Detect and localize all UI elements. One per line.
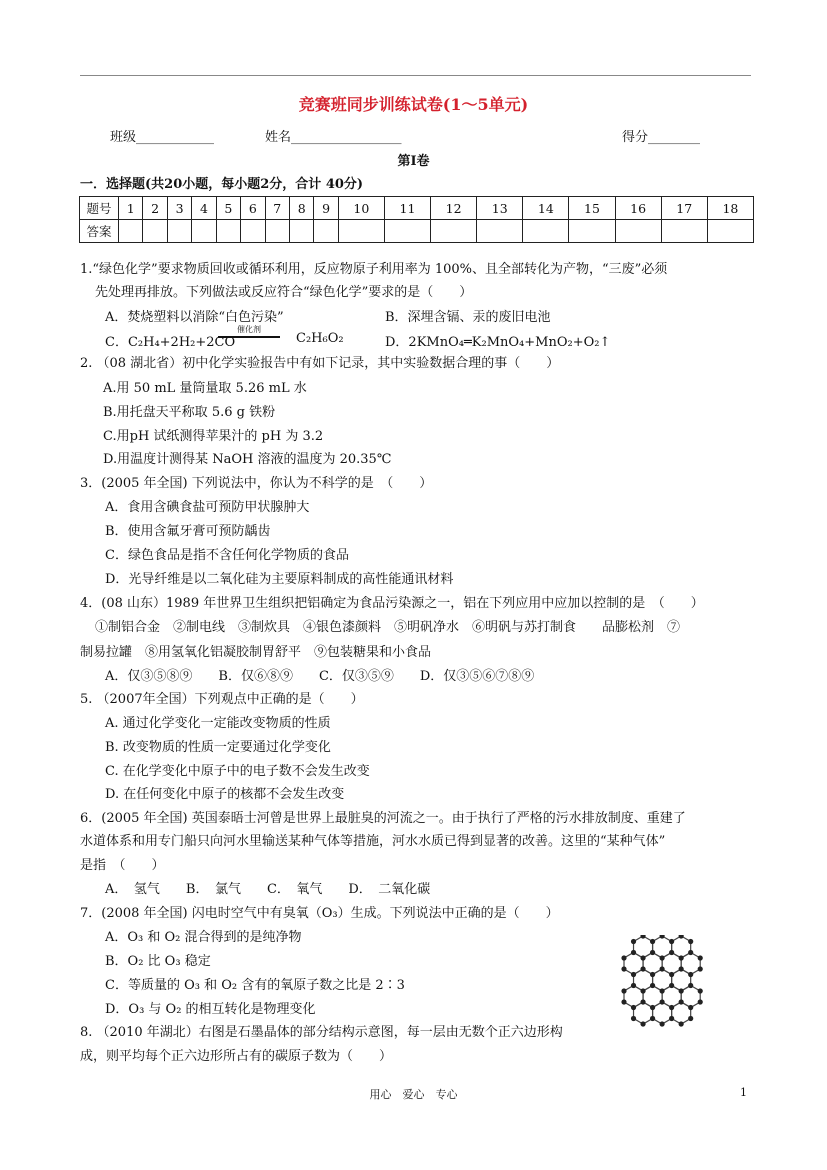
table-cell: 2 bbox=[143, 197, 167, 220]
carbon-atom bbox=[669, 1016, 674, 1021]
table-cell: 12 bbox=[431, 197, 477, 220]
carbon-atom bbox=[631, 1005, 636, 1010]
q4-items-line1: ①制铝合金 ②制电线 ③制炊具 ④银色漆颜料 ⑤明矾净水 ⑥明矾与苏打制食 品膨松剂 ⑦ bbox=[95, 620, 681, 635]
part-label: 第Ⅰ卷 bbox=[397, 154, 430, 169]
table-cell: 15 bbox=[569, 197, 615, 220]
hexagon-ring bbox=[634, 1002, 653, 1024]
q6-options: A． 氢气 B． 氯气 C． 氧气 D． 二氧化碳 bbox=[105, 882, 431, 897]
q3-stem: 3．(2005 年全国) 下列说法中，你认为不科学的是 （ ） bbox=[80, 476, 433, 491]
table-cell: 6 bbox=[241, 197, 265, 220]
q1-line2: 先处理再排放。下列做法或反应符合“绿色化学”要求的是（ ） bbox=[95, 285, 473, 300]
carbon-atom bbox=[640, 966, 645, 971]
row-label: 答案 bbox=[80, 220, 119, 243]
carbon-atom bbox=[640, 988, 645, 993]
carbon-atom bbox=[669, 983, 674, 988]
q8-line1: 8. （2010 年湖北）右图是石墨晶体的部分结构示意图，每一层由无数个正六边形构 bbox=[80, 1025, 563, 1040]
carbon-atom bbox=[621, 966, 626, 971]
q7-option-b: B．O₂ 比 O₃ 稳定 bbox=[105, 954, 211, 969]
answer-cell[interactable] bbox=[289, 220, 313, 243]
carbon-atom bbox=[660, 966, 665, 971]
paper-title: 竞赛班同步训练试卷(1～5单元) bbox=[298, 95, 529, 114]
carbon-atom bbox=[660, 988, 665, 993]
carbon-atom bbox=[650, 1005, 655, 1010]
catalyst-arrow bbox=[218, 324, 280, 338]
answer-cell[interactable] bbox=[384, 220, 430, 243]
carbon-atom bbox=[650, 972, 655, 977]
q6-line3: 是指 （ ） bbox=[80, 858, 165, 873]
carbon-atom bbox=[660, 999, 665, 1004]
carbon-atom bbox=[660, 935, 665, 939]
q1-option-a: A．焚烧塑料以消除“白色污染” bbox=[105, 310, 284, 325]
q5-stem: 5. （2007年全国）下列观点中正确的是（ ） bbox=[80, 692, 364, 707]
carbon-atom bbox=[688, 950, 693, 955]
row-label: 题号 bbox=[80, 197, 119, 220]
carbon-atom bbox=[650, 1016, 655, 1021]
q7-option-d: D．O₃ 与 O₂ 的相互转化是物理变化 bbox=[105, 1002, 316, 1017]
page-number: 1 bbox=[740, 1086, 747, 1099]
q4-items-line2: 制易拉罐 ⑧用氢氧化铝凝胶制胃舒平 ⑨包装糖果和小食品 bbox=[80, 645, 432, 660]
table-cell: 3 bbox=[167, 197, 191, 220]
q7-option-a: A．O₃ 和 O₂ 混合得到的是纯净物 bbox=[105, 930, 302, 945]
carbon-atom bbox=[679, 935, 684, 939]
catalyst-label: 催化剂 bbox=[237, 325, 261, 334]
carbon-atom bbox=[688, 983, 693, 988]
answer-cell[interactable] bbox=[192, 220, 216, 243]
carbon-atom bbox=[631, 950, 636, 955]
q1-option-c-product: C₂H₆O₂ bbox=[296, 331, 344, 346]
q8-line2: 成，则平均每个正六边形所占有的碳原子数为（ ） bbox=[80, 1049, 393, 1064]
carbon-atom bbox=[621, 999, 626, 1004]
table-cell: 17 bbox=[661, 197, 707, 220]
q2-option-c: C.用pH 试纸测得苹果汁的 pH 为 3.2 bbox=[103, 429, 324, 444]
carbon-atom bbox=[640, 955, 645, 960]
q2-option-b: B.用托盘天平称取 5.6 g 铁粉 bbox=[103, 405, 276, 420]
hexagon-ring bbox=[672, 1002, 691, 1024]
carbon-atom bbox=[698, 999, 703, 1004]
carbon-atom bbox=[679, 988, 684, 993]
table-cell: 10 bbox=[338, 197, 384, 220]
carbon-atom bbox=[679, 966, 684, 971]
q1-option-b: B．深埋含镉、汞的废旧电池 bbox=[385, 310, 551, 325]
top-rule bbox=[80, 75, 751, 76]
q4-stem: 4．(08 山东）1989 年世界卫生组织把铝确定为食品污染源之一，铝在下列应用中应加以控制的是 （ ） bbox=[80, 596, 704, 611]
carbon-atom bbox=[660, 955, 665, 960]
answer-table bbox=[79, 196, 754, 243]
table-cell: 14 bbox=[523, 197, 569, 220]
carbon-atom bbox=[679, 1021, 684, 1026]
table-cell: 18 bbox=[707, 197, 753, 220]
q3-option-a: A．食用含碘食盐可预防甲状腺肿大 bbox=[105, 500, 310, 515]
answer-cell[interactable] bbox=[216, 220, 240, 243]
answer-cell[interactable] bbox=[523, 220, 569, 243]
q1-line1: 1.“绿色化学”要求物质回收或循环利用，反应物原子利用率为 100%、且全部转化为产物，“三废”必须 bbox=[80, 262, 668, 277]
table-cell: 8 bbox=[289, 197, 313, 220]
table-cell: 7 bbox=[265, 197, 289, 220]
table-row-numbers bbox=[80, 197, 754, 220]
table-cell: 16 bbox=[615, 197, 661, 220]
q1-option-d: D．2KMnO₄═K₂MnO₄+MnO₂+O₂↑ bbox=[385, 335, 611, 350]
carbon-atom bbox=[679, 999, 684, 1004]
q5-option-c: C. 在化学变化中原子中的电子数不会发生改变 bbox=[105, 764, 370, 779]
answer-cell[interactable] bbox=[314, 220, 338, 243]
answer-cell[interactable] bbox=[167, 220, 191, 243]
page-footer: 用心 爱心 专心 bbox=[369, 1088, 458, 1101]
answer-cell[interactable] bbox=[143, 220, 167, 243]
carbon-atom bbox=[688, 1016, 693, 1021]
q3-option-b: B．使用含氟牙膏可预防龋齿 bbox=[105, 524, 271, 539]
q7-option-c: C．等质量的 O₃ 和 O₂ 含有的氧原子数之比是 2∶3 bbox=[105, 978, 405, 993]
answer-cell[interactable] bbox=[241, 220, 265, 243]
section-heading: 一．选择题(共20小题，每小题2分，合计 40分) bbox=[80, 177, 364, 192]
carbon-atom bbox=[650, 950, 655, 955]
q5-option-b: B. 改变物质的性质一定要通过化学变化 bbox=[105, 740, 331, 755]
carbon-atom bbox=[621, 955, 626, 960]
table-cell: 9 bbox=[314, 197, 338, 220]
q1-option-c: C．C₂H₄+2H₂+2CO bbox=[105, 335, 236, 350]
q2-stem: 2. （08 湖北省）初中化学实验报告中有如下记录，其中实验数据合理的事（ ） bbox=[80, 356, 560, 371]
answer-cell[interactable] bbox=[431, 220, 477, 243]
carbon-atom bbox=[688, 972, 693, 977]
q2-option-d: D.用温度计测得某 NaOH 溶液的温度为 20.35℃ bbox=[103, 452, 392, 467]
q2-option-a: A.用 50 mL 量筒量取 5.26 mL 水 bbox=[103, 381, 307, 396]
table-cell: 13 bbox=[477, 197, 523, 220]
table-cell: 11 bbox=[384, 197, 430, 220]
carbon-atom bbox=[631, 983, 636, 988]
q6-line1: 6．(2005 年全国) 英国泰晤士河曾是世界上最脏臭的河流之一。由于执行了严格的污水排放制度、重建了 bbox=[80, 811, 686, 826]
table-cell: 1 bbox=[119, 197, 143, 220]
answer-cell[interactable] bbox=[265, 220, 289, 243]
carbon-atom bbox=[698, 966, 703, 971]
carbon-atom bbox=[669, 939, 674, 944]
hexagon-ring bbox=[653, 1002, 672, 1024]
carbon-atom bbox=[688, 1005, 693, 1010]
q6-line2: 水道体系和用专门船只向河水里输送某种气体等措施，河水水质已得到显著的改善。这里的“某种气体” bbox=[80, 834, 666, 849]
answer-cell[interactable] bbox=[707, 220, 753, 243]
table-row-answers bbox=[80, 220, 754, 243]
carbon-atom bbox=[631, 1016, 636, 1021]
name-field: 姓名_________________ bbox=[265, 130, 402, 145]
graphite-structure-diagram bbox=[618, 935, 736, 1035]
q7-stem: 7．(2008 年全国) 闪电时空气中有臭氧（O₃）生成。下列说法中正确的是（ ） bbox=[80, 906, 559, 921]
answer-cell[interactable] bbox=[661, 220, 707, 243]
carbon-atom bbox=[669, 972, 674, 977]
carbon-atom bbox=[621, 988, 626, 993]
carbon-atom bbox=[669, 950, 674, 955]
carbon-atom bbox=[640, 999, 645, 1004]
score-field: 得分________ bbox=[622, 130, 701, 145]
carbon-atom bbox=[698, 988, 703, 993]
q5-option-d: D. 在任何变化中原子的核都不会发生改变 bbox=[105, 787, 345, 802]
carbon-atom bbox=[631, 972, 636, 977]
answer-cell[interactable] bbox=[119, 220, 143, 243]
q5-option-a: A. 通过化学变化一定能改变物质的性质 bbox=[105, 716, 331, 731]
q3-option-d: D．光导纤维是以二氧化硅为主要原料制成的高性能通讯材料 bbox=[105, 572, 454, 587]
answer-cell[interactable] bbox=[338, 220, 384, 243]
carbon-atom bbox=[698, 955, 703, 960]
table-cell: 5 bbox=[216, 197, 240, 220]
carbon-atom bbox=[660, 1021, 665, 1026]
carbon-atom bbox=[669, 1005, 674, 1010]
carbon-atom bbox=[631, 939, 636, 944]
answer-cell[interactable] bbox=[477, 220, 523, 243]
answer-cell[interactable] bbox=[615, 220, 661, 243]
carbon-atom bbox=[679, 955, 684, 960]
carbon-atom bbox=[640, 1021, 645, 1026]
carbon-atom bbox=[640, 935, 645, 939]
carbon-atom bbox=[650, 983, 655, 988]
q4-options: A．仅③⑤⑧⑨ B．仅⑥⑧⑨ C．仅③⑤⑨ D．仅③⑤⑥⑦⑧⑨ bbox=[105, 669, 535, 684]
table-cell: 4 bbox=[192, 197, 216, 220]
carbon-atom bbox=[688, 939, 693, 944]
answer-cell[interactable] bbox=[569, 220, 615, 243]
q3-option-c: C．绿色食品是指不含任何化学物质的食品 bbox=[105, 548, 349, 563]
carbon-atom bbox=[650, 939, 655, 944]
class-field: 班级____________ bbox=[110, 130, 215, 145]
